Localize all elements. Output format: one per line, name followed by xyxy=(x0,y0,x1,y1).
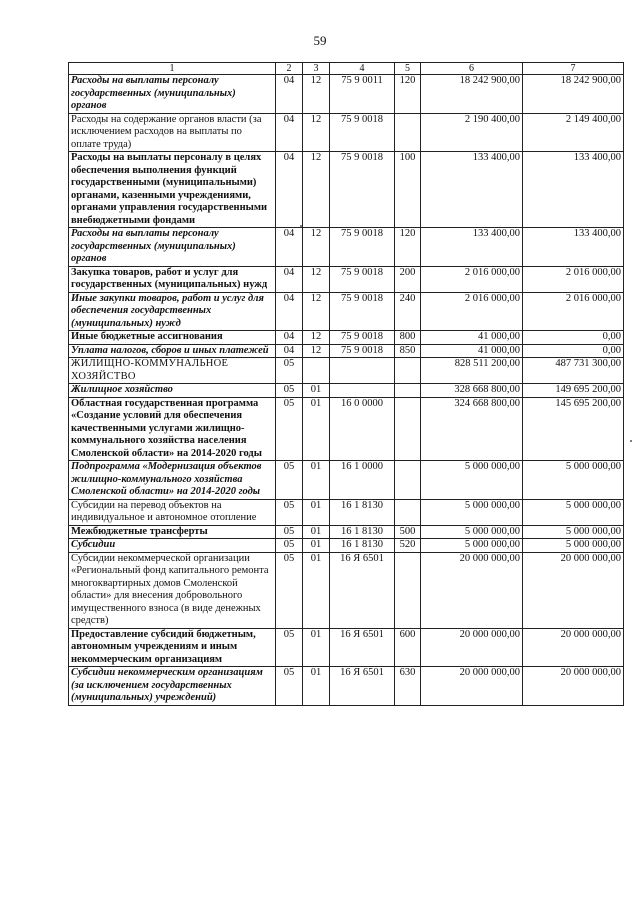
row-amount-1: 2 016 000,00 xyxy=(421,292,523,331)
row-section: 04 xyxy=(276,228,303,267)
header-cell: 3 xyxy=(303,63,330,75)
row-subsection: 01 xyxy=(303,397,330,461)
row-name: Иные закупки товаров, работ и услуг для обеспечения государственных (муниципальных) нужд xyxy=(69,292,276,331)
row-section: 04 xyxy=(276,292,303,331)
row-name: Жилищное хозяйство xyxy=(69,384,276,398)
row-expense-type xyxy=(395,552,421,628)
row-expense-type: 800 xyxy=(395,331,421,345)
row-section: 05 xyxy=(276,525,303,539)
row-section: 05 xyxy=(276,499,303,525)
table-row xyxy=(69,75,624,114)
row-section: 05 xyxy=(276,461,303,500)
row-amount-1: 2 016 000,00 xyxy=(421,266,523,292)
row-name: Расходы на выплаты персоналу в целях обеспечения выполнения функций государственными (муниципальными) органами, казенными учреждениями, органами управления государственными внебюджетными фондами xyxy=(69,152,276,228)
header-cell: 6 xyxy=(421,63,523,75)
row-target-code: 16 0 0000 xyxy=(330,397,395,461)
row-target-code: 16 Я 6501 xyxy=(330,667,395,706)
row-amount-1: 133 400,00 xyxy=(421,228,523,267)
row-target-code: 75 9 0011 xyxy=(330,75,395,114)
row-name: Расходы на содержание органов власти (за исключением расходов на выплаты по оплате труда) xyxy=(69,113,276,152)
row-expense-type: 850 xyxy=(395,344,421,358)
row-amount-1: 828 511 200,00 xyxy=(421,358,523,384)
row-expense-type xyxy=(395,499,421,525)
row-subsection: 12 xyxy=(303,266,330,292)
header-cell: 5 xyxy=(395,63,421,75)
table-row xyxy=(69,113,624,152)
budget-table xyxy=(68,62,624,706)
row-amount-2: 2 149 400,00 xyxy=(523,113,624,152)
row-name: Субсидии некоммерческой организации «Региональный фонд капитального ремонта многоквартирных домов Смоленской области» для внесения добровольного имущественного взноса (в виде денежных средств) xyxy=(69,552,276,628)
header-cell: 7 xyxy=(523,63,624,75)
row-amount-1: 324 668 800,00 xyxy=(421,397,523,461)
row-target-code: 75 9 0018 xyxy=(330,228,395,267)
row-expense-type: 500 xyxy=(395,525,421,539)
row-amount-1: 2 190 400,00 xyxy=(421,113,523,152)
row-amount-1: 20 000 000,00 xyxy=(421,667,523,706)
row-target-code: 16 1 8130 xyxy=(330,525,395,539)
table-row xyxy=(69,552,624,628)
table-row xyxy=(69,358,624,384)
row-amount-2: 133 400,00 xyxy=(523,228,624,267)
row-target-code: 75 9 0018 xyxy=(330,344,395,358)
table-row xyxy=(69,397,624,461)
row-name: Субсидии некоммерческим организациям (за исключением государственных (муниципальных) учреждений) xyxy=(69,667,276,706)
row-subsection: 12 xyxy=(303,75,330,114)
row-section: 05 xyxy=(276,397,303,461)
row-amount-1: 41 000,00 xyxy=(421,344,523,358)
row-target-code: 75 9 0018 xyxy=(330,331,395,345)
row-section: 05 xyxy=(276,384,303,398)
row-target-code xyxy=(330,384,395,398)
row-subsection: 01 xyxy=(303,667,330,706)
row-section: 04 xyxy=(276,152,303,228)
table-row xyxy=(69,344,624,358)
row-section: 04 xyxy=(276,75,303,114)
row-amount-2: 5 000 000,00 xyxy=(523,461,624,500)
row-section: 04 xyxy=(276,344,303,358)
row-amount-1: 20 000 000,00 xyxy=(421,628,523,667)
row-expense-type: 120 xyxy=(395,228,421,267)
table-row xyxy=(69,266,624,292)
row-amount-1: 133 400,00 xyxy=(421,152,523,228)
row-target-code: 16 1 8130 xyxy=(330,539,395,553)
row-subsection: 01 xyxy=(303,552,330,628)
row-target-code: 16 Я 6501 xyxy=(330,628,395,667)
page-number: 59 xyxy=(313,33,327,48)
table-row xyxy=(69,499,624,525)
row-subsection: 12 xyxy=(303,113,330,152)
row-expense-type xyxy=(395,358,421,384)
row-amount-2: 2 016 000,00 xyxy=(523,292,624,331)
row-subsection: 01 xyxy=(303,384,330,398)
row-amount-1: 328 668 800,00 xyxy=(421,384,523,398)
row-name: Расходы на выплаты персоналу государственных (муниципальных) органов xyxy=(69,228,276,267)
row-name: ЖИЛИЩНО-КОММУНАЛЬНОЕ ХОЗЯЙСТВО xyxy=(69,358,276,384)
row-section: 05 xyxy=(276,667,303,706)
row-expense-type: 120 xyxy=(395,75,421,114)
row-amount-1: 18 242 900,00 xyxy=(421,75,523,114)
row-name: Межбюджетные трансферты xyxy=(69,525,276,539)
scan-speck xyxy=(300,225,302,227)
row-name: Субсидии xyxy=(69,539,276,553)
row-section: 05 xyxy=(276,552,303,628)
header-cell: 2 xyxy=(276,63,303,75)
row-target-code: 16 1 8130 xyxy=(330,499,395,525)
row-amount-2: 0,00 xyxy=(523,344,624,358)
row-target-code: 75 9 0018 xyxy=(330,266,395,292)
header-cell: 4 xyxy=(330,63,395,75)
row-target-code: 75 9 0018 xyxy=(330,292,395,331)
header-cell: 1 xyxy=(69,63,276,75)
row-amount-2: 149 695 200,00 xyxy=(523,384,624,398)
row-subsection: 01 xyxy=(303,525,330,539)
row-amount-2: 20 000 000,00 xyxy=(523,667,624,706)
row-amount-2: 5 000 000,00 xyxy=(523,539,624,553)
row-expense-type: 240 xyxy=(395,292,421,331)
row-subsection: 01 xyxy=(303,461,330,500)
row-section: 05 xyxy=(276,628,303,667)
row-section: 04 xyxy=(276,331,303,345)
row-expense-type: 630 xyxy=(395,667,421,706)
row-amount-1: 5 000 000,00 xyxy=(421,539,523,553)
row-subsection: 12 xyxy=(303,152,330,228)
row-subsection: 01 xyxy=(303,539,330,553)
row-subsection: 01 xyxy=(303,499,330,525)
row-section: 05 xyxy=(276,358,303,384)
row-expense-type: 600 xyxy=(395,628,421,667)
table-row xyxy=(69,525,624,539)
row-subsection: 12 xyxy=(303,292,330,331)
row-amount-1: 5 000 000,00 xyxy=(421,499,523,525)
row-expense-type xyxy=(395,384,421,398)
table-row xyxy=(69,331,624,345)
row-amount-1: 20 000 000,00 xyxy=(421,552,523,628)
table-row xyxy=(69,628,624,667)
row-amount-2: 133 400,00 xyxy=(523,152,624,228)
row-subsection: 12 xyxy=(303,331,330,345)
row-subsection: 01 xyxy=(303,628,330,667)
row-target-code: 16 Я 6501 xyxy=(330,552,395,628)
row-amount-2: 2 016 000,00 xyxy=(523,266,624,292)
row-name: Уплата налогов, сборов и иных платежей xyxy=(69,344,276,358)
scan-speck xyxy=(630,440,632,442)
table-row xyxy=(69,667,624,706)
row-amount-1: 5 000 000,00 xyxy=(421,461,523,500)
table-row xyxy=(69,228,624,267)
row-amount-2: 0,00 xyxy=(523,331,624,345)
row-name: Областная государственная программа «Создание условий для обеспечения качественными услугами жилищно-коммунального хозяйства населения Смоленской области» на 2014-2020 годы xyxy=(69,397,276,461)
row-subsection xyxy=(303,358,330,384)
row-expense-type xyxy=(395,397,421,461)
row-subsection: 12 xyxy=(303,344,330,358)
row-target-code xyxy=(330,358,395,384)
row-expense-type xyxy=(395,113,421,152)
table-row xyxy=(69,292,624,331)
table-row xyxy=(69,152,624,228)
row-expense-type xyxy=(395,461,421,500)
row-section: 05 xyxy=(276,539,303,553)
row-section: 04 xyxy=(276,266,303,292)
row-name: Иные бюджетные ассигнования xyxy=(69,331,276,345)
row-subsection: 12 xyxy=(303,228,330,267)
row-expense-type: 200 xyxy=(395,266,421,292)
row-amount-2: 5 000 000,00 xyxy=(523,499,624,525)
row-amount-1: 5 000 000,00 xyxy=(421,525,523,539)
row-target-code: 75 9 0018 xyxy=(330,152,395,228)
row-target-code: 75 9 0018 xyxy=(330,113,395,152)
row-amount-2: 18 242 900,00 xyxy=(523,75,624,114)
table-row xyxy=(69,539,624,553)
row-expense-type: 520 xyxy=(395,539,421,553)
row-amount-2: 20 000 000,00 xyxy=(523,552,624,628)
table-row xyxy=(69,461,624,500)
row-amount-2: 5 000 000,00 xyxy=(523,525,624,539)
row-amount-1: 41 000,00 xyxy=(421,331,523,345)
table-row xyxy=(69,384,624,398)
row-amount-2: 145 695 200,00 xyxy=(523,397,624,461)
row-target-code: 16 1 0000 xyxy=(330,461,395,500)
row-name: Подпрограмма «Модернизация объектов жилищно-коммунального хозяйства Смоленской области» на 2014-2020 годы xyxy=(69,461,276,500)
row-name: Расходы на выплаты персоналу государственных (муниципальных) органов xyxy=(69,75,276,114)
table-header-row xyxy=(69,63,624,75)
row-amount-2: 20 000 000,00 xyxy=(523,628,624,667)
row-expense-type: 100 xyxy=(395,152,421,228)
row-section: 04 xyxy=(276,113,303,152)
row-name: Закупка товаров, работ и услуг для государственных (муниципальных) нужд xyxy=(69,266,276,292)
row-name: Субсидии на перевод объектов на индивидуальное и автономное отопление xyxy=(69,499,276,525)
row-name: Предоставление субсидий бюджетным, автономным учреждениям и иным некоммерческим организациям xyxy=(69,628,276,667)
row-amount-2: 487 731 300,00 xyxy=(523,358,624,384)
